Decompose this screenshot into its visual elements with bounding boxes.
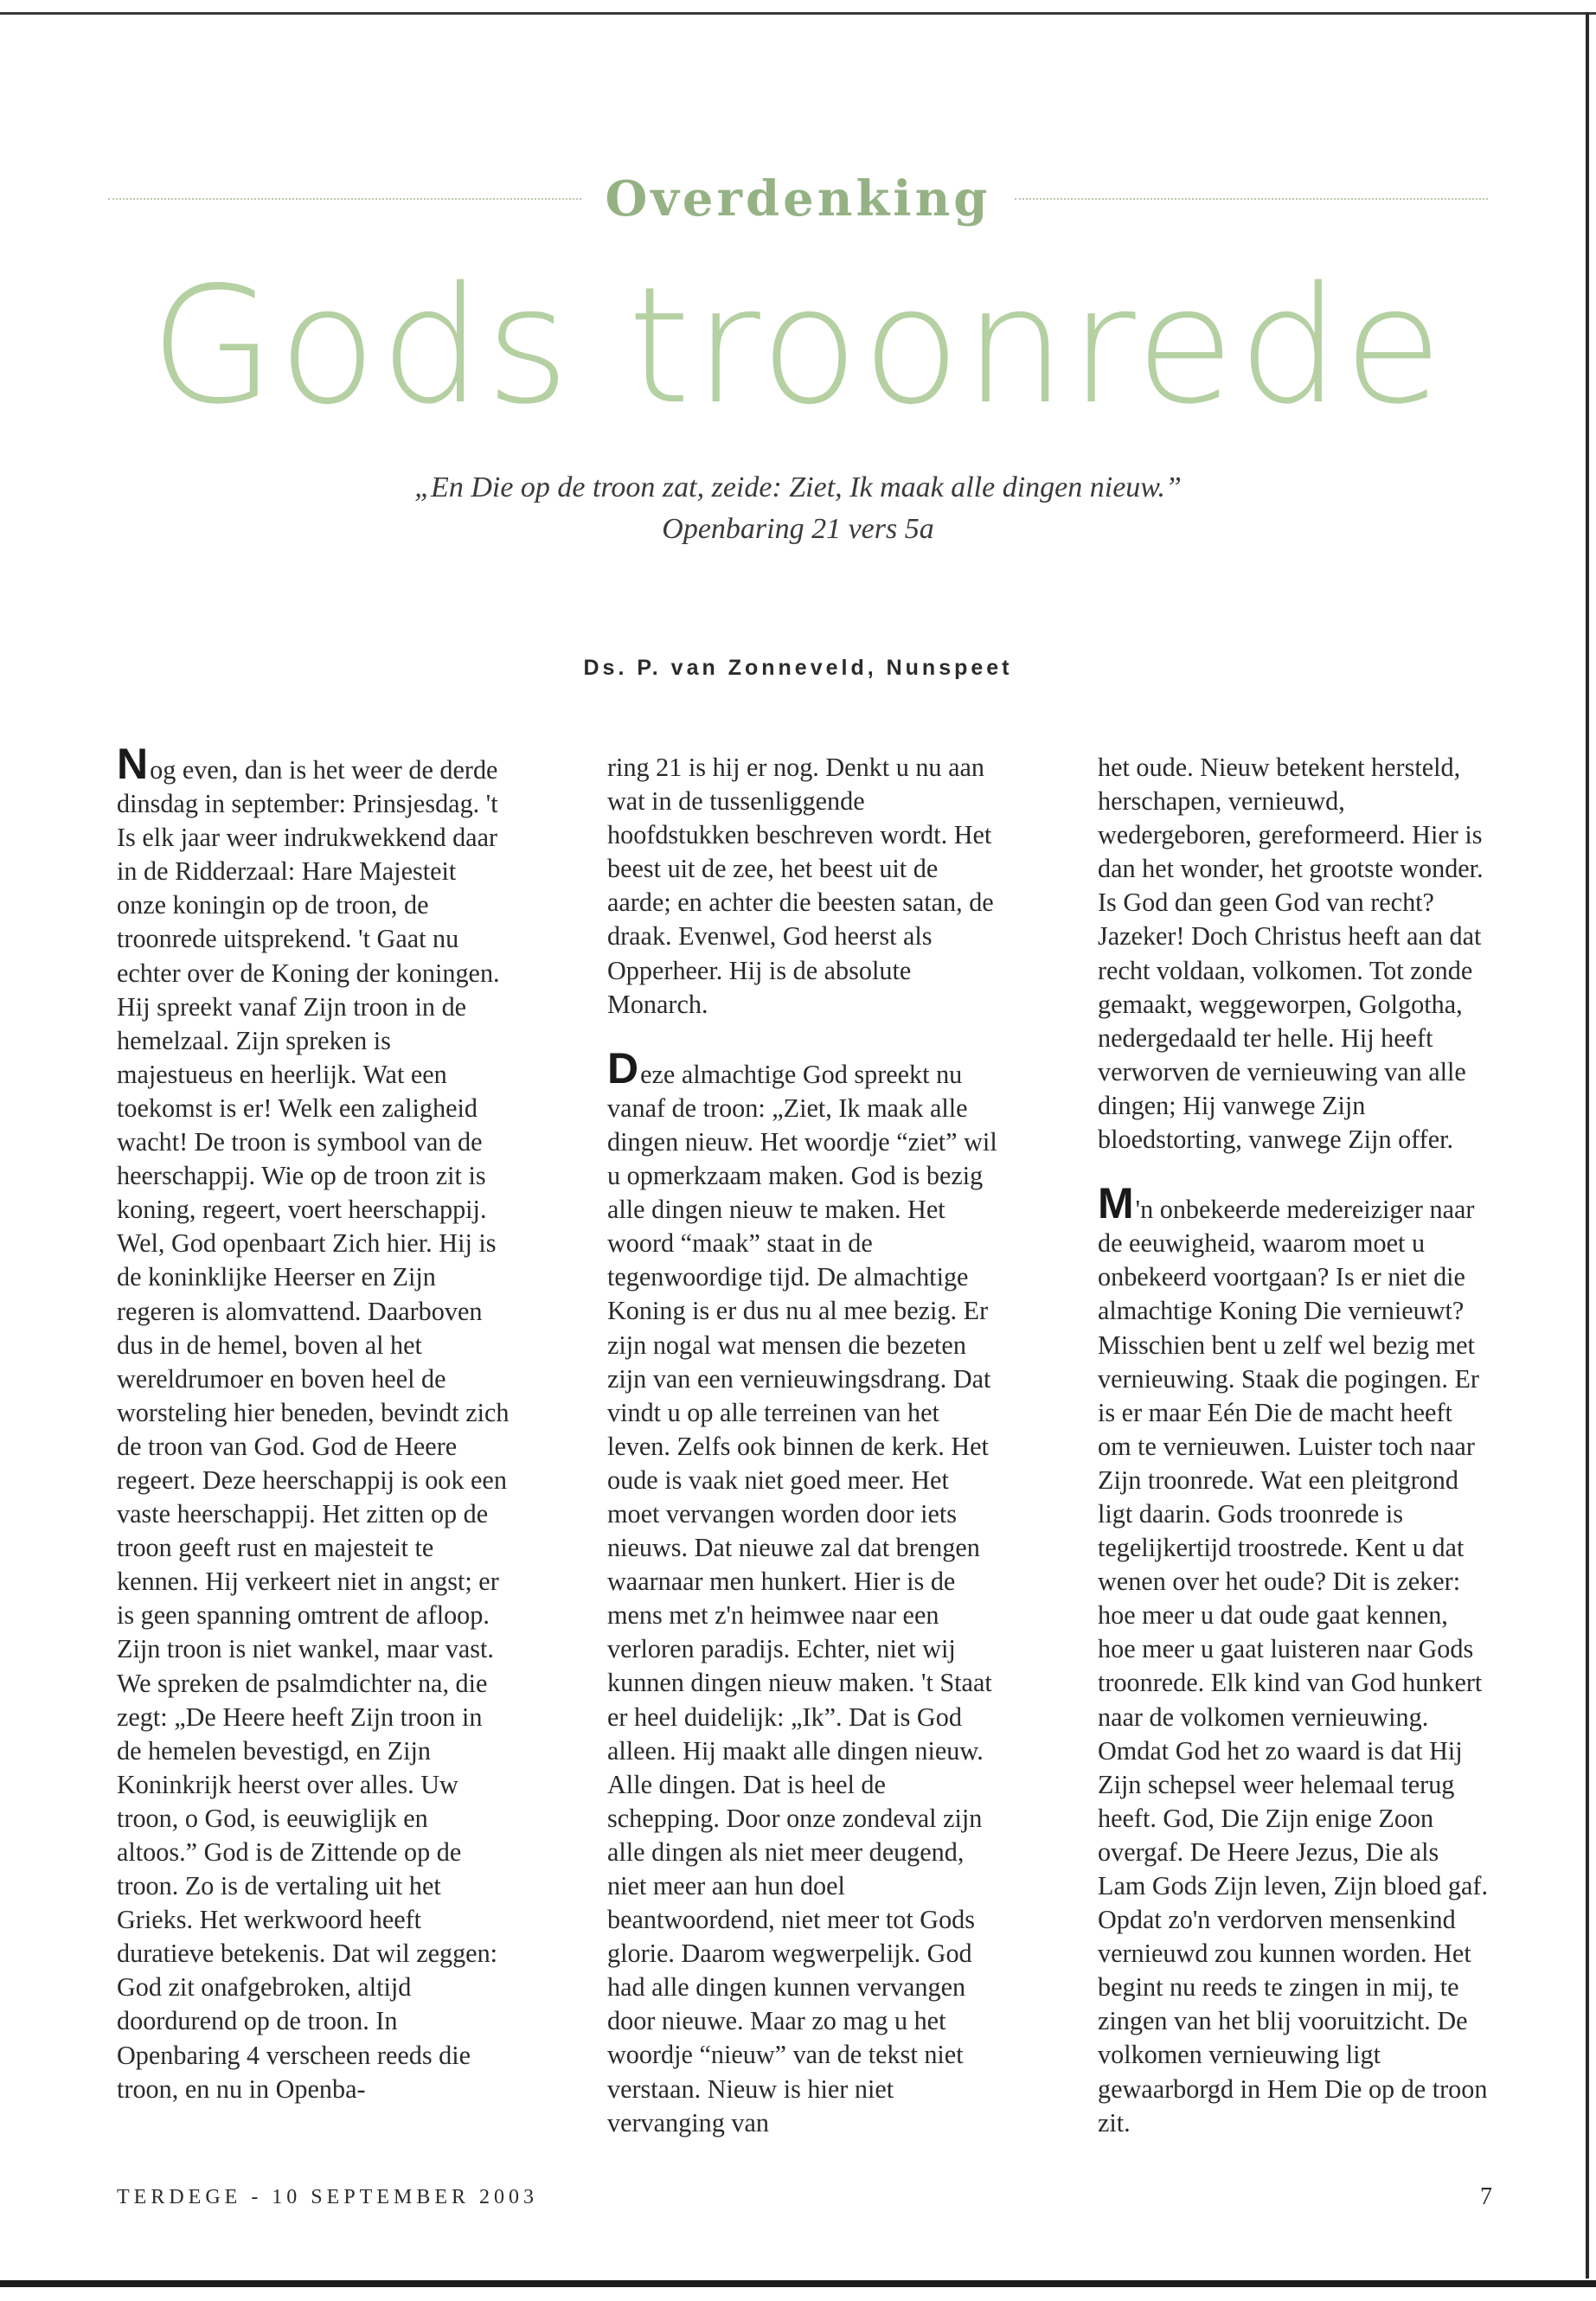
drop-cap: N xyxy=(117,740,149,788)
section-label: Overdenking xyxy=(605,170,991,228)
page-edge-top xyxy=(0,12,1596,15)
publication-info: TERDEGE - 10 SEPTEMBER 2003 xyxy=(117,2185,538,2208)
page-footer xyxy=(117,2180,1492,2214)
scripture-quote xyxy=(0,467,1596,550)
quote-reference: Openbaring 21 vers 5a xyxy=(662,513,934,545)
paragraph xyxy=(1098,751,1491,1157)
article-body xyxy=(117,740,1492,2138)
page-number: 7 xyxy=(1480,2183,1492,2210)
author-byline: Ds. P. van Zonneveld, Nunspeet xyxy=(583,656,1013,680)
paragraph xyxy=(1098,1179,1491,2140)
dotted-rule-right xyxy=(1015,198,1488,200)
page-edge-bottom xyxy=(0,2280,1596,2287)
article-title: Gods troonrede xyxy=(150,252,1446,439)
column-3 xyxy=(1098,751,1491,2138)
column-1 xyxy=(117,740,510,2135)
paragraph-text: ring 21 is hij er nog. Denkt u nu aan wat in de tussenliggende hoofdstukken beschreven wordt. Het beest uit de zee, het beest uit de aarde; en achter die beesten satan, de draak. Evenwel, God heerst als Opperheer. Hij is de absolute Monarch. xyxy=(607,753,994,1019)
drop-cap: M xyxy=(1098,1179,1134,1228)
section-header xyxy=(108,169,1488,229)
dotted-rule-left xyxy=(108,198,581,200)
paragraph xyxy=(607,1043,1001,2140)
column-2 xyxy=(607,751,1001,2138)
paragraph-text: og even, dan is het weer de derde dinsdag in september: Prinsjesdag. 't Is elk jaar weer indrukwekkend daar in de Ridderzaal: Hare Majesteit onze koningin op de troon, de troonrede uitsprekend. 't Gaat nu echter over de Koning der koningen. Hij spreekt vanaf Zijn troon in de hemelzaal. Zijn spreken is majestueus en heerlijk. Wat een toekomst is er! Welk een zaligheid wacht! De troon is symbool van de heerschappij. Wie op de troon zit is koning, regeert, voert heerschappij. Wel, God openbaart Zich hier. Hij is de koninklijke Heerser en Zijn regeren is alomvattend. Daarboven dus in de hemel, boven al het wereldrumoer en boven heel de worsteling hier beneden, bevindt zich de troon van God. God de Heere regeert. Deze heerschappij is ook een vaste heerschappij. Het zitten op de troon geeft rust en majesteit te kennen. Hij verkeert niet in angst; er is geen spanning omtrent de afloop. Zijn troon is niet wankel, maar vast. We spreken de psalmdichter na, die zegt: „De Heere heeft Zijn troon in de hemelen bevestigd, en Zijn Koninkrijk heerst over alles. Uw troon, o God, is eeuwiglijk en altoos.” God is de Zittende op de troon. Zo is de vertaling uit het Grieks. Het werkwoord heeft duratieve betekenis. Dat wil zeggen: God zit onafgebroken, altijd doordurend op de troon. In Openbaring 4 verscheen reeds die troon, en nu in Openba- xyxy=(117,755,510,2104)
paragraph-text: 'n onbekeerde medereiziger naar de eeuwigheid, waarom moet u onbekeerd voortgaan? Is er niet die almachtige Koning Die vernieuwt? Misschien bent u zelf wel bezig met vernieuwing. Staak die pogingen. Er is er maar Eén Die de macht heeft om te vernieuwen. Luister toch naar Zijn troonrede. Wat een pleitgrond ligt daarin. Gods troonrede is tegelijkertijd troostrede. Kent u dat wenen over het oude? Dit is zeker: hoe meer u dat oude gaat kennen, hoe meer u gaat luisteren naar Gods troonrede. Elk kind van God hunkert naar de volkomen vernieuwing. Omdat God het zo waard is dat Hij Zijn schepsel weer helemaal terug heeft. God, Die Zijn enige Zoon overgaf. De Heere Jezus, Die als Lam Gods Zijn leven, Zijn bloed gaf. Opdat zo'n verdorven mensenkind vernieuwd zou kunnen worden. Het begint nu reeds te zingen in mij, te zingen van het blij vooruitzicht. De volkomen vernieuwing ligt gewaarborgd in Hem Die op de troon zit. xyxy=(1098,1195,1489,2138)
quote-text: „En Die op de troon zat, zeide: Ziet, Ik maak alle dingen nieuw.” xyxy=(414,471,1182,503)
drop-cap: D xyxy=(607,1043,639,1093)
paragraph-text: het oude. Nieuw betekent hersteld, herschapen, vernieuwd, wedergeboren, gereformeerd. Hier is dan het wonder, het grootste wonder. Is God dan geen God van recht? Jazeker! Doch Christus heeft aan dat recht voldaan, volkomen. Tot zonde gemaakt, weggeworpen, Golgotha, nedergedaald ter helle. Hij heeft verworven de vernieuwing van alle dingen; Hij vanwege Zijn bloedstorting, vanwege Zijn offer. xyxy=(1098,753,1484,1155)
paragraph-text: eze almachtige God spreekt nu vanaf de troon: „Ziet, Ik maak alle dingen nieuw. Het woordje “ziet” wil u opmerkzaam maken. God is bezig alle dingen nieuw te maken. Het woord “maak” staat in de tegenwoordige tijd. De almachtige Koning is er dus nu al mee bezig. Er zijn nogal wat mensen die bezeten zijn van een vernieuwingsdrang. Dat vindt u op alle terreinen van het leven. Zelfs ook binnen de kerk. Het oude is vaak niet goed meer. Het moet vervangen worden door iets nieuws. Dat nieuwe zal dat brengen waarnaar men hunkert. Hier is de mens met z'n heimwee naar een verloren paradijs. Echter, niet wij kunnen dingen nieuw maken. 't Staat er heel duidelijk: „Ik”. Dat is God alleen. Hij maakt alle dingen nieuw. Alle dingen. Dat is heel de schepping. Door onze zondeval zijn alle dingen als niet meer deugend, niet meer aan hun doel beantwoordend, niet meer tot Gods glorie. Daarom wegwerpelijk. God had alle dingen kunnen vervangen door nieuwe. Maar zo mag u het woordje “nieuw” van de tekst niet verstaan. Nieuw is hier niet vervanging van xyxy=(607,1059,997,2138)
paragraph xyxy=(117,740,510,2106)
paragraph xyxy=(607,751,1001,1022)
